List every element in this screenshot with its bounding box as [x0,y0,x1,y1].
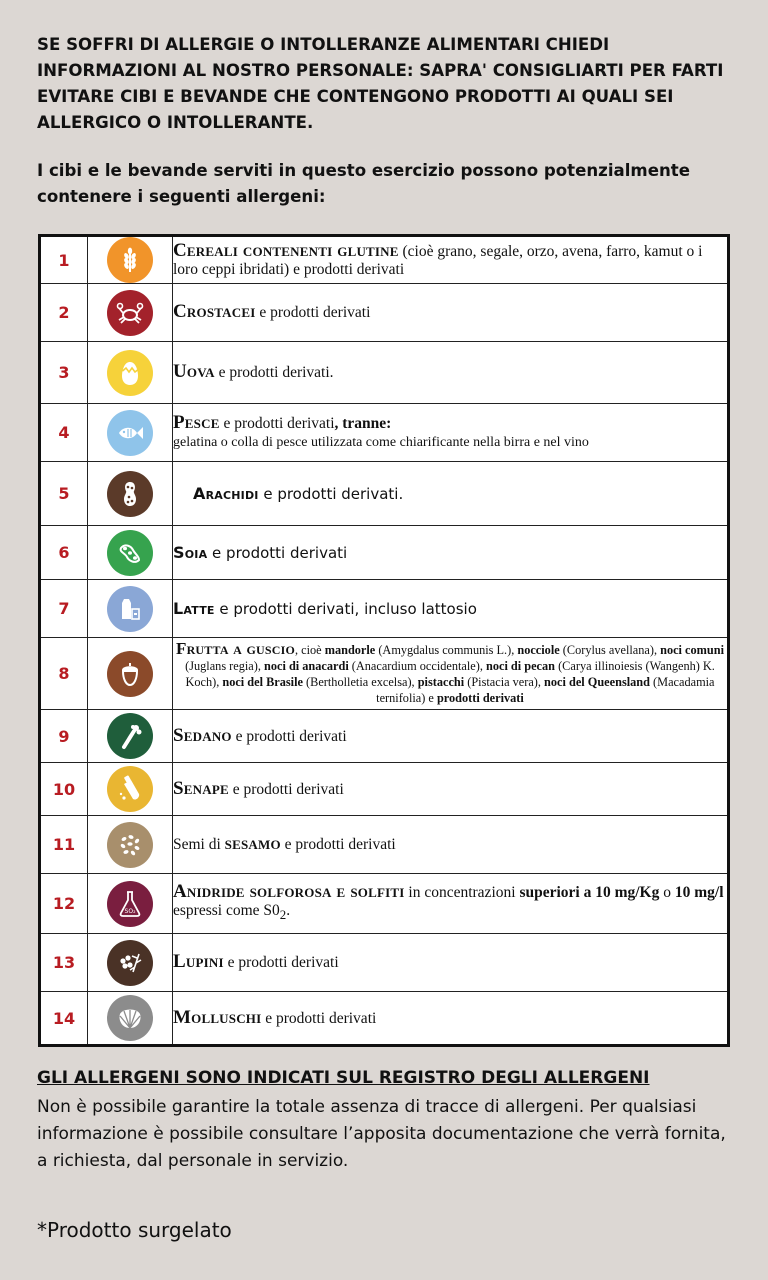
allergen-text [173,462,729,526]
allergen-text [173,638,729,710]
allergen-register-title: GLI ALLERGENI SONO INDICATI SUL REGISTRO DEGLI ALLERGENI [37,1068,650,1088]
allergen-note: gelatina o colla di pesce utilizzata come chiarificante nella birra e nel vino [173,434,589,450]
allergen-description: e prodotti derivati [280,836,396,853]
sulphite-text-part: o [659,883,671,901]
sulphite-text-part: . [286,901,291,919]
allergen-number: 10 [40,763,88,816]
celery-icon [107,713,153,759]
allergen-row [40,816,729,874]
allergen-number: 4 [40,404,88,462]
allergen-description: e prodotti derivati. [214,364,334,381]
allergen-title: Crostacei [173,301,256,322]
egg-icon [107,350,153,396]
allergen-row [40,763,729,816]
allergen-icon-cell [88,710,173,763]
allergen-number: 5 [40,462,88,526]
allergen-row [40,236,729,284]
allergen-icon-cell [88,526,173,580]
allergen-row [40,710,729,763]
nut-list-part: noci del Brasile [219,675,303,689]
allergen-text [173,992,729,1046]
allergen-text [173,934,729,992]
nut-list-part: (Pistacia vera), [464,675,541,689]
nut-list-part: noci di anacardi [260,659,349,673]
allergen-icon-cell [88,580,173,638]
allergen-icon-cell [88,236,173,284]
allergen-icon-cell [88,404,173,462]
allergen-row [40,992,729,1046]
allergen-number: 8 [40,638,88,710]
allergen-icon-cell [88,462,173,526]
wheat-icon [107,237,153,283]
allergen-number: 1 [40,236,88,284]
allergen-title: Cereali contenenti glutine [173,239,399,261]
nut-list-part: (Corylus avellana), [559,643,658,657]
allergen-title: Sedano [173,724,232,746]
allergen-title: Molluschi [173,1006,262,1028]
allergen-description: e prodotti derivati [219,414,335,432]
sulphite-text-part: 10 mg/l [671,883,724,901]
allergen-row [40,934,729,992]
frozen-product-note: *Prodotto surgelato [37,1218,232,1242]
nut-list-part: noci comuni [657,643,724,657]
allergen-text [173,526,729,580]
allergen-description: e prodotti derivati. [258,484,404,503]
allergen-icon-cell [88,992,173,1046]
allergen-description: e prodotti derivati [255,304,371,321]
allergen-number: 9 [40,710,88,763]
allergen-description: e prodotti derivati [228,780,344,798]
allergen-title: Uova [173,361,215,382]
allergen-icon-cell [88,934,173,992]
allergen-text [173,342,729,404]
allergen-number: 3 [40,342,88,404]
nut-icon [107,651,153,697]
sulphite-badge-label: SO₂ [124,907,136,915]
nut-list-part: mandorle [321,643,376,657]
allergen-row [40,284,729,342]
allergen-disclaimer: Non è possibile garantire la totale assenza di tracce di allergeni. Per qualsiasi informazione è possibile consultare l’apposita documentazione che verrà fornita, a richiesta, dal personale in servizio. [37,1097,726,1171]
allergen-text [173,580,729,638]
nut-list-part: noci del Queensland [540,675,650,689]
allergen-description: (cioè grano, segale, orzo, avena, farro, kamut o i loro ceppi ibridati) e prodotti derivati [173,242,703,278]
allergen-title: Latte [173,598,215,618]
allergen-row [40,404,729,462]
allergen-number: 7 [40,580,88,638]
allergen-description: in concentrazioni [404,883,516,901]
allergen-number: 13 [40,934,88,992]
shell-icon [107,995,153,1041]
allergen-number: 6 [40,526,88,580]
soy-icon [107,530,153,576]
allergen-title: Anidride solforosa e solfiti [173,880,405,902]
allergen-description: e prodotti derivati, incluso lattosio [214,599,477,618]
allergen-description: e prodotti derivati [223,954,339,971]
allergen-row [40,462,729,526]
allergen-row [40,526,729,580]
allergen-text [173,763,729,816]
allergen-row [40,342,729,404]
allergen-description: e prodotti derivati [231,727,347,745]
sulphite-icon [107,881,153,927]
allergen-number: 2 [40,284,88,342]
allergen-icon-cell [88,342,173,404]
allergen-text [173,284,729,342]
allergen-number: 14 [40,992,88,1046]
allergen-number: 11 [40,816,88,874]
allergen-text [173,710,729,763]
crab-icon [107,290,153,336]
allergen-icon-cell [88,638,173,710]
sulphite-text-part: superiori a 10 mg/Kg [515,883,660,901]
sulphite-text-part: 2 [279,907,287,923]
allergen-icon-cell [88,763,173,816]
lupin-icon [107,940,153,986]
allergen-title: Soia [173,542,208,562]
nut-list-part: pistacchi [414,675,465,689]
allergen-title: sesamo [224,833,281,854]
sulphite-text-part: espressi come S0 [173,901,280,919]
nut-list-part: prodotti derivati [433,691,524,705]
allergen-number: 12 [40,874,88,934]
allergen-icon-cell [88,816,173,874]
allergen-title: Pesce [173,411,220,433]
allergen-text [173,816,729,874]
milk-icon [107,586,153,632]
fish-icon [107,410,153,456]
allergen-text [173,236,729,284]
allergen-icon-cell [88,874,173,934]
nut-list-part: nocciole [514,643,560,657]
allergen-table [38,234,730,1047]
nut-list-part: (Macadamia ternifolia) e [376,675,715,705]
allergen-row [40,638,729,710]
nut-list-part: (Carya illinoiesis (Wangenh) K. Koch), [185,659,715,689]
nut-list-part: (Amygdalus communis L.), [375,643,515,657]
mustard-icon [107,766,153,812]
allergen-row [40,580,729,638]
nut-list-part: (Juglans regia), [185,659,261,673]
allergen-statement: I cibi e le bevande serviti in questo esercizio possono potenzialmente contenere i seguenti allergeni: [37,161,690,206]
allergen-prefix: Semi di [173,836,225,853]
nut-list-part: noci di pecan [482,659,556,673]
nut-list-part: (Bertholletia excelsa), [302,675,415,689]
nut-list-part: (Anacardium occidentale), [348,659,483,673]
allergen-exception: , tranne: [334,414,392,432]
allergen-row [40,874,729,934]
allergen-text [173,404,729,462]
sesame-icon [107,822,153,868]
allergen-description: e prodotti derivati [207,543,348,562]
allergen-title: Lupini [173,951,224,972]
allergy-warning: SE SOFFRI DI ALLERGIE O INTOLLERANZE ALIMENTARI CHIEDI INFORMAZIONI AL NOSTRO PERSONALE: SAPRA' CONSIGLIARTI PER FARTI EVITARE CIBI E BEVANDE CHE CONTENGONO PRODOTTI AI QUALI SEI ALLERGICO O INTOLLERANTE. [37,35,724,132]
peanut-icon [107,471,153,517]
allergen-title: Frutta a guscio [175,639,295,658]
allergen-description: , cioè [295,643,322,657]
allergen-title: Arachidi [193,483,259,503]
allergen-icon-cell [88,284,173,342]
allergen-description: e prodotti derivati [261,1009,377,1027]
allergen-title: Senape [173,777,229,799]
allergen-text [173,874,729,934]
